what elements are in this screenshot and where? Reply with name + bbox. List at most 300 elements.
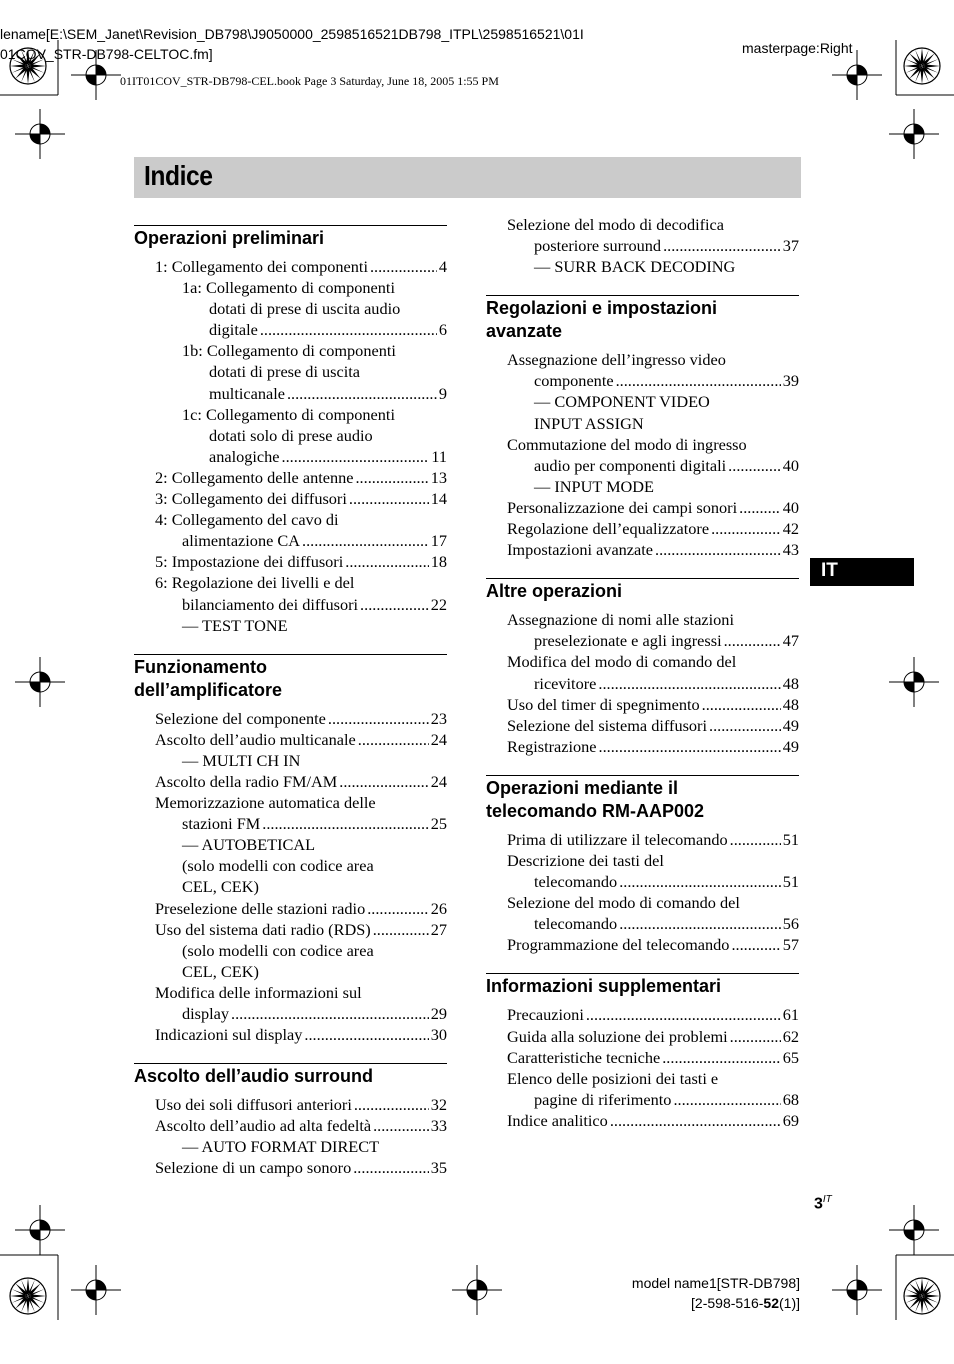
toc-page-number: 48 bbox=[782, 694, 799, 714]
toc-entry[interactable] bbox=[486, 1110, 799, 1131]
page-number-suffix: IT bbox=[822, 1194, 832, 1205]
toc-page-number: 26 bbox=[430, 898, 447, 918]
toc-entry-line bbox=[134, 982, 447, 1003]
toc-entry-line bbox=[134, 404, 447, 425]
toc-entry-line bbox=[134, 594, 447, 615]
toc-entry[interactable] bbox=[134, 1094, 447, 1115]
dot-leader bbox=[260, 319, 437, 340]
toc-entry[interactable] bbox=[486, 892, 799, 934]
toc-entry-text: bilanciamento dei diffusori bbox=[182, 594, 359, 614]
toc-entry-text: — INPUT MODE bbox=[534, 476, 655, 496]
dot-leader bbox=[231, 1003, 429, 1024]
dot-leader bbox=[662, 1047, 780, 1068]
toc-entry-line bbox=[486, 913, 799, 934]
dot-leader bbox=[663, 235, 781, 256]
section-heading-line: Operazioni mediante il bbox=[486, 777, 679, 798]
toc-entry-text: Guida alla soluzione dei problemi bbox=[507, 1026, 728, 1046]
toc-entry[interactable] bbox=[134, 919, 447, 982]
toc-entry[interactable] bbox=[486, 214, 799, 277]
toc-entry-line bbox=[486, 934, 799, 955]
toc-entry-text: audio per componenti digitali bbox=[534, 455, 727, 475]
toc-entry[interactable] bbox=[486, 434, 799, 497]
toc-page-number: 47 bbox=[782, 631, 799, 651]
toc-entry-text: Registrazione bbox=[507, 736, 597, 756]
toc-entry-line bbox=[486, 651, 799, 672]
toc-page-number: 40 bbox=[782, 455, 799, 475]
toc-entry-text: (solo modelli con codice area bbox=[182, 856, 374, 876]
toc-entry-line bbox=[486, 892, 799, 913]
toc-entry[interactable] bbox=[134, 277, 447, 340]
toc-page-number: 51 bbox=[782, 829, 799, 849]
toc-entry-text: Assegnazione dell’ingresso video bbox=[507, 350, 726, 370]
dot-leader bbox=[599, 736, 781, 757]
masterpage-label: masterpage:Right bbox=[742, 40, 853, 56]
toc-entry-text: — AUTO FORMAT DIRECT bbox=[182, 1137, 380, 1157]
toc-page-number: 22 bbox=[430, 594, 447, 614]
footer bbox=[560, 1273, 800, 1313]
dot-leader bbox=[724, 630, 781, 651]
toc-entry-text: Descrizione dei tasti del bbox=[507, 850, 664, 870]
toc-page-number: 37 bbox=[782, 236, 799, 256]
toc-entry-text: preselezionate e agli ingressi bbox=[534, 631, 722, 651]
toc-entry[interactable] bbox=[486, 694, 799, 715]
toc-entry[interactable] bbox=[134, 771, 447, 792]
toc-entry-line bbox=[486, 391, 799, 412]
toc-entry-line bbox=[486, 1068, 799, 1089]
toc-entry-text: Modifica delle informazioni sul bbox=[155, 982, 362, 1002]
toc-entry-line bbox=[486, 235, 799, 256]
toc-entry-line bbox=[134, 488, 447, 509]
dot-leader bbox=[610, 1110, 781, 1131]
toc-entry-line bbox=[486, 694, 799, 715]
toc-section bbox=[486, 775, 799, 956]
section-heading-line: dell’amplificatore bbox=[134, 679, 283, 700]
toc-entry-text: 3: Collegamento dei diffusori bbox=[155, 489, 347, 509]
toc-entry-text: Assegnazione di nomi alle stazioni bbox=[507, 610, 734, 630]
dot-leader bbox=[616, 370, 781, 391]
toc-entry-line bbox=[486, 518, 799, 539]
toc-entry-text: CEL, CEK) bbox=[182, 961, 259, 981]
toc-entry[interactable] bbox=[486, 1026, 799, 1047]
toc-page-number: 24 bbox=[430, 771, 447, 791]
file-path-header bbox=[0, 24, 584, 64]
toc-entry-line bbox=[134, 319, 447, 340]
toc-entry-line bbox=[486, 871, 799, 892]
dot-leader bbox=[598, 673, 780, 694]
dot-leader bbox=[354, 1094, 429, 1115]
toc-entry-line bbox=[486, 829, 799, 850]
toc-entry[interactable] bbox=[134, 1157, 447, 1178]
section-heading bbox=[486, 775, 799, 823]
toc-entry[interactable] bbox=[134, 708, 447, 729]
toc-entry[interactable] bbox=[134, 340, 447, 403]
toc-page-number: 33 bbox=[430, 1116, 447, 1136]
toc-entry-line bbox=[134, 383, 447, 404]
toc-entry-line bbox=[486, 349, 799, 370]
toc-entry[interactable] bbox=[486, 1047, 799, 1068]
toc-entry-text: 1: Collegamento dei componenti bbox=[155, 257, 368, 276]
toc-page-number: 40 bbox=[782, 497, 799, 517]
toc-entry-text: Selezione di un campo sonoro bbox=[155, 1158, 352, 1178]
toc-entry-text: INPUT ASSIGN bbox=[534, 413, 644, 433]
toc-entry-text: componente bbox=[534, 371, 614, 391]
footer-model-line: model name1[STR-DB798] bbox=[631, 1275, 800, 1291]
toc-entry-line bbox=[134, 1003, 447, 1024]
toc-entry-line bbox=[134, 467, 447, 488]
toc-entry-text: — TEST TONE bbox=[182, 615, 288, 635]
file-path-line-1: lename[E:\SEM_Janet\Revision_DB798\J9050000_2598516521DB798_ITPL\2598516521\01I bbox=[0, 26, 584, 42]
toc-section bbox=[486, 295, 799, 560]
toc-entry-text: 6: Regolazione dei livelli e del bbox=[155, 573, 355, 593]
toc-entry-text: Programmazione del telecomando bbox=[507, 935, 730, 955]
toc-entry-line bbox=[134, 898, 447, 919]
page-number bbox=[814, 1194, 832, 1213]
toc-entry-text: alimentazione CA bbox=[182, 531, 300, 551]
toc-entry-text: 1c: Collegamento di componenti bbox=[182, 404, 395, 424]
footer-code-suffix: (1)] bbox=[779, 1295, 800, 1311]
toc-page-number: 4 bbox=[438, 257, 447, 276]
dot-leader bbox=[673, 1089, 780, 1110]
toc-entry-text: Selezione del sistema diffusori bbox=[507, 715, 708, 735]
toc-entry-text: (solo modelli con codice area bbox=[182, 940, 374, 960]
toc-page-number: 62 bbox=[782, 1026, 799, 1046]
toc-entry-text: telecomando bbox=[534, 872, 618, 892]
toc-entry-text: — COMPONENT VIDEO bbox=[534, 392, 710, 412]
dot-leader bbox=[304, 1024, 428, 1045]
dot-leader bbox=[358, 729, 429, 750]
toc-entry-text: Commutazione del modo di ingresso bbox=[507, 434, 747, 454]
toc-entry[interactable] bbox=[486, 1004, 799, 1025]
toc-entry-line bbox=[486, 1089, 799, 1110]
toc-page-number: 43 bbox=[782, 540, 799, 560]
toc-entry-text: 5: Impostazione dei diffusori bbox=[155, 552, 344, 572]
toc-entry[interactable] bbox=[486, 736, 799, 757]
toc-entry-text: Ascolto dell’audio ad alta fedeltà bbox=[155, 1116, 372, 1136]
toc-entry-text: Uso dei soli diffusori anteriori bbox=[155, 1095, 352, 1115]
toc-entry-text: Indicazioni sul display bbox=[155, 1025, 303, 1045]
toc-page-number: 56 bbox=[782, 914, 799, 934]
toc-page-number: 13 bbox=[430, 467, 447, 487]
dot-leader bbox=[731, 934, 780, 955]
section-heading-line: Regolazioni e impostazioni bbox=[486, 298, 718, 319]
toc-page-number: 18 bbox=[430, 552, 447, 572]
toc-entry-text: Uso del sistema dati radio (RDS) bbox=[155, 919, 371, 939]
toc-page-number: 68 bbox=[782, 1089, 799, 1109]
toc-page-number: 65 bbox=[782, 1047, 799, 1067]
toc-entry-line bbox=[486, 1047, 799, 1068]
dot-leader bbox=[373, 919, 429, 940]
toc-section bbox=[486, 973, 799, 1131]
toc-entry-text: Modifica del modo di comando del bbox=[507, 652, 737, 672]
toc-entry[interactable] bbox=[486, 609, 799, 651]
section-heading bbox=[134, 225, 447, 250]
toc-entry-line bbox=[486, 214, 799, 235]
toc-entry-line bbox=[134, 940, 447, 961]
dot-leader bbox=[711, 518, 781, 539]
toc-entry-line bbox=[134, 340, 447, 361]
dot-leader bbox=[702, 694, 781, 715]
toc-entry-line bbox=[134, 771, 447, 792]
toc-entry-text: Selezione del componente bbox=[155, 708, 326, 728]
toc-entry[interactable] bbox=[134, 467, 447, 488]
toc-entry-line bbox=[134, 834, 447, 855]
toc-entry-text: dotati di prese di uscita audio bbox=[209, 299, 401, 319]
dot-leader bbox=[619, 871, 781, 892]
toc-page-number: 42 bbox=[782, 519, 799, 539]
toc-page-number: 6 bbox=[438, 320, 447, 340]
toc-entry-text: multicanale bbox=[209, 383, 285, 403]
toc-entry-text: display bbox=[182, 1004, 230, 1023]
toc-entry-text: digitale bbox=[209, 320, 258, 340]
toc-entry-text: ricevitore bbox=[534, 673, 597, 693]
toc-entry[interactable] bbox=[486, 934, 799, 955]
toc-page-number: 39 bbox=[782, 371, 799, 391]
toc-entry[interactable] bbox=[486, 497, 799, 518]
toc-entry[interactable] bbox=[486, 518, 799, 539]
toc-entry-text: dotati solo di prese audio bbox=[209, 425, 373, 445]
footer-code-prefix: [2-598-516- bbox=[691, 1295, 764, 1311]
toc-entry-line bbox=[486, 1110, 799, 1131]
toc-entry-text: — MULTI CH IN bbox=[182, 750, 301, 770]
toc-entry-text: Regolazione dell’equalizzatore bbox=[507, 519, 710, 539]
toc-entry-text: posteriore surround bbox=[534, 236, 662, 256]
toc-entry-line bbox=[134, 425, 447, 446]
toc-entry-line bbox=[486, 497, 799, 518]
book-info-line: 01IT01COV_STR-DB798-CEL.book Page 3 Saturday, June 18, 2005 1:55 PM bbox=[120, 74, 499, 88]
toc-entry[interactable] bbox=[486, 1068, 799, 1110]
toc-entry-text: Prima di utilizzare il telecomando bbox=[507, 829, 728, 849]
toc-entry[interactable] bbox=[134, 572, 447, 635]
toc-entry-line bbox=[134, 361, 447, 382]
toc-entry-text: — SURR BACK DECODING bbox=[534, 257, 736, 277]
toc-entry-line bbox=[486, 673, 799, 694]
toc-entry-line bbox=[486, 715, 799, 736]
dot-leader bbox=[339, 771, 428, 792]
toc-entry[interactable] bbox=[134, 488, 447, 509]
dot-leader bbox=[328, 708, 429, 729]
dot-leader bbox=[349, 488, 429, 509]
dot-leader bbox=[345, 551, 428, 572]
toc-entry-line bbox=[486, 609, 799, 630]
toc-page-number: 57 bbox=[782, 935, 799, 955]
toc-entry-line bbox=[134, 551, 447, 572]
toc-entry[interactable] bbox=[486, 349, 799, 433]
toc-entry-line bbox=[134, 509, 447, 530]
dot-leader bbox=[353, 1157, 428, 1178]
toc-entry[interactable] bbox=[134, 256, 447, 277]
language-tab-label: IT bbox=[821, 560, 838, 581]
toc-section bbox=[486, 578, 799, 757]
toc-entry-line bbox=[134, 1136, 447, 1157]
dot-leader bbox=[367, 898, 429, 919]
section-heading bbox=[486, 973, 799, 998]
toc-page-number: 27 bbox=[430, 919, 447, 939]
section-heading-line: avanzate bbox=[486, 321, 563, 342]
toc-page-number: 69 bbox=[782, 1110, 799, 1130]
toc-entry-line bbox=[134, 750, 447, 771]
toc-entry-line bbox=[134, 615, 447, 636]
toc-entry-text: Elenco delle posizioni dei tasti e bbox=[507, 1068, 719, 1088]
toc-page-number: 49 bbox=[782, 715, 799, 735]
toc-page-number: 9 bbox=[438, 383, 447, 403]
toc-entry[interactable] bbox=[134, 792, 447, 897]
toc-page-number: 51 bbox=[782, 872, 799, 892]
toc-entry[interactable] bbox=[134, 729, 447, 771]
dot-leader bbox=[709, 715, 781, 736]
toc-entry-line bbox=[134, 876, 447, 897]
toc-entry-line bbox=[486, 1004, 799, 1025]
toc-entry[interactable] bbox=[486, 651, 799, 693]
toc-entry-text: CEL, CEK) bbox=[182, 877, 259, 897]
toc-entry[interactable] bbox=[134, 509, 447, 551]
footer-code-bold: 52 bbox=[763, 1295, 779, 1311]
page-title: Indice bbox=[144, 160, 213, 191]
toc-entry-line bbox=[134, 855, 447, 876]
dot-leader bbox=[728, 455, 781, 476]
toc-page-number: 32 bbox=[430, 1095, 447, 1115]
dot-leader bbox=[619, 913, 781, 934]
dot-leader bbox=[655, 539, 781, 560]
toc-right-column bbox=[486, 214, 799, 1131]
toc-entry-line bbox=[134, 530, 447, 551]
toc-entry[interactable] bbox=[134, 1024, 447, 1045]
language-tab bbox=[810, 558, 914, 586]
toc-page-number: 24 bbox=[430, 729, 447, 749]
toc-entry-line bbox=[134, 1094, 447, 1115]
toc-section bbox=[134, 1063, 447, 1178]
toc-entry-text: dotati di prese di uscita bbox=[209, 362, 361, 382]
toc-entry[interactable] bbox=[134, 898, 447, 919]
toc-entry-line bbox=[134, 1115, 447, 1136]
toc-entry-line bbox=[134, 708, 447, 729]
toc-page-number: 11 bbox=[431, 446, 447, 466]
toc-entry-text: Caratteristiche tecniche bbox=[507, 1047, 661, 1067]
page-number-value: 3 bbox=[814, 1195, 823, 1213]
toc-entry[interactable] bbox=[134, 551, 447, 572]
toc-entry[interactable] bbox=[134, 404, 447, 467]
toc-entry-text: Uso del timer di spegnimento bbox=[507, 694, 700, 714]
section-heading-line: Funzionamento bbox=[134, 656, 267, 677]
dot-leader bbox=[373, 1115, 429, 1136]
toc-entry-text: Selezione del modo di comando del bbox=[507, 893, 740, 913]
toc-page-number: 17 bbox=[430, 531, 447, 551]
toc-entry-text: telecomando bbox=[534, 914, 618, 934]
toc-entry-line bbox=[486, 434, 799, 455]
toc-entry-line bbox=[134, 792, 447, 813]
toc-entry-text: — AUTOBETICAL bbox=[182, 835, 316, 855]
toc-entry-text: Impostazioni avanzate bbox=[507, 540, 654, 560]
toc-entry-line bbox=[134, 277, 447, 298]
toc-entry-line bbox=[134, 298, 447, 319]
toc-page-number: 25 bbox=[430, 814, 447, 834]
toc-page-number: 49 bbox=[782, 736, 799, 756]
section-heading-line: Altre operazioni bbox=[486, 581, 623, 602]
toc-entry-line bbox=[486, 736, 799, 757]
section-heading-line: Ascolto dell’audio surround bbox=[134, 1066, 374, 1087]
toc-page-number: 35 bbox=[430, 1158, 447, 1178]
toc-entry-line bbox=[134, 1024, 447, 1045]
toc-entry-text: Indice analitico bbox=[507, 1110, 608, 1130]
toc-entry[interactable] bbox=[134, 1115, 447, 1157]
toc-entry-line bbox=[134, 813, 447, 834]
dot-leader bbox=[262, 813, 428, 834]
toc-entry-line bbox=[134, 446, 447, 467]
toc-entry-line bbox=[134, 961, 447, 982]
toc-page-number: 23 bbox=[430, 708, 447, 728]
toc-entry[interactable] bbox=[486, 850, 799, 892]
toc-entry-line bbox=[486, 476, 799, 497]
toc-entry-text: Precauzioni bbox=[507, 1005, 584, 1025]
toc-entry-line bbox=[486, 850, 799, 871]
dot-leader bbox=[730, 1026, 781, 1047]
toc-page-number: 48 bbox=[782, 673, 799, 693]
dot-leader bbox=[739, 497, 781, 518]
toc-entry-text: Ascolto dell’audio multicanale bbox=[155, 729, 356, 749]
toc-entry-line bbox=[486, 455, 799, 476]
toc-entry-line bbox=[134, 572, 447, 593]
toc-entry-line bbox=[486, 1026, 799, 1047]
toc-entry-line bbox=[134, 729, 447, 750]
dot-leader bbox=[282, 446, 430, 467]
section-heading bbox=[134, 654, 447, 702]
title-bar bbox=[134, 157, 801, 198]
toc-entry-line bbox=[486, 256, 799, 277]
toc-page-number: 14 bbox=[430, 489, 447, 509]
dot-leader bbox=[360, 594, 429, 615]
toc-entry-line bbox=[134, 919, 447, 940]
toc-page-number: 61 bbox=[782, 1005, 799, 1025]
section-heading-line: telecomando RM-AAP002 bbox=[486, 800, 705, 821]
file-path-line-2: 01COV_STR-DB798-CELTOC.fm] bbox=[0, 46, 213, 62]
toc-entry[interactable] bbox=[486, 829, 799, 850]
toc-entry-line bbox=[486, 539, 799, 560]
toc-entry-text: Ascolto della radio FM/AM bbox=[155, 771, 338, 791]
dot-leader bbox=[370, 256, 437, 277]
footer-code-line bbox=[560, 1293, 800, 1313]
toc-entry-text: Selezione del modo di decodifica bbox=[507, 215, 725, 234]
toc-left-column bbox=[134, 225, 447, 1179]
dot-leader bbox=[586, 1004, 781, 1025]
toc-entry-text: Preselezione delle stazioni radio bbox=[155, 898, 366, 918]
toc-entry-text: stazioni FM bbox=[182, 814, 261, 834]
toc-entry-line bbox=[486, 413, 799, 434]
dot-leader bbox=[730, 829, 781, 850]
section-heading bbox=[486, 578, 799, 603]
toc-page-number: 30 bbox=[430, 1025, 447, 1045]
toc-entry[interactable] bbox=[486, 539, 799, 560]
toc-entry-text: 1b: Collegamento di componenti bbox=[182, 341, 396, 361]
toc-entry-line bbox=[486, 370, 799, 391]
toc-entry-line bbox=[134, 1157, 447, 1178]
toc-entry[interactable] bbox=[486, 715, 799, 736]
dot-leader bbox=[302, 530, 429, 551]
toc-entry-text: 1a: Collegamento di componenti bbox=[182, 278, 395, 298]
toc-section bbox=[134, 225, 447, 636]
toc-entry-text: Personalizzazione dei campi sonori bbox=[507, 497, 738, 517]
section-heading-line: Informazioni supplementari bbox=[486, 976, 722, 997]
toc-entry[interactable] bbox=[134, 982, 447, 1024]
toc-entry-text: 4: Collegamento del cavo di bbox=[155, 510, 339, 530]
toc-entry-text: analogiche bbox=[209, 446, 280, 466]
toc-section bbox=[486, 214, 799, 277]
dot-leader bbox=[355, 467, 428, 488]
toc-entry-text: pagine di riferimento bbox=[534, 1089, 672, 1109]
toc-section bbox=[134, 654, 447, 1046]
toc-entry-line bbox=[486, 630, 799, 651]
section-heading-line: Operazioni preliminari bbox=[134, 228, 325, 248]
section-heading bbox=[486, 295, 799, 343]
dot-leader bbox=[287, 383, 437, 404]
